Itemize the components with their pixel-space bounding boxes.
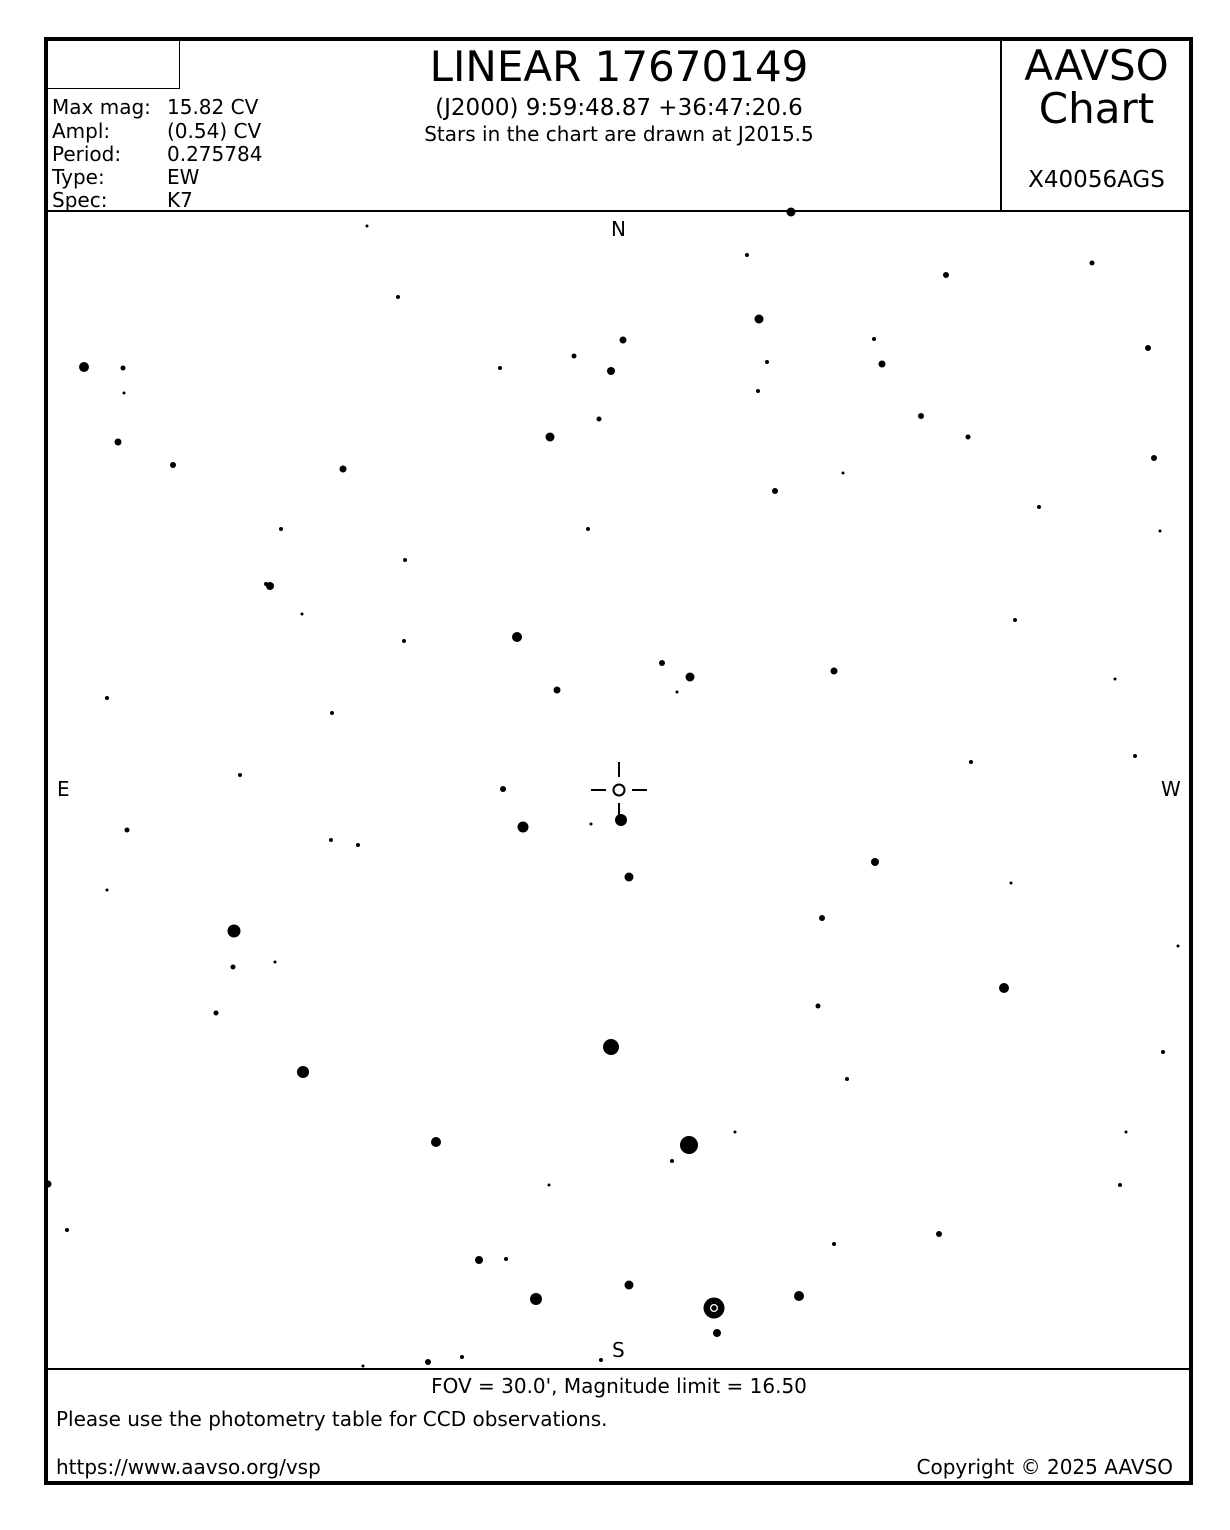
target-crosshair — [591, 762, 647, 818]
copyright: Copyright © 2025 AAVSO — [916, 1455, 1173, 1479]
star — [366, 225, 369, 228]
star — [554, 687, 561, 694]
star — [106, 889, 109, 892]
star — [936, 1231, 942, 1237]
star — [670, 1159, 674, 1163]
star — [115, 439, 122, 446]
star — [228, 925, 241, 938]
star — [475, 1256, 483, 1264]
brand-line-1: AAVSO — [1024, 41, 1169, 90]
star — [943, 272, 949, 278]
star — [403, 558, 407, 562]
star — [969, 760, 973, 764]
star — [755, 315, 764, 324]
info-value: (0.54) CV — [167, 119, 262, 143]
star — [704, 1298, 725, 1319]
chart-id: X40056AGS — [1028, 167, 1165, 193]
fov-magnitude-limit: FOV = 30.0', Magnitude limit = 16.50 — [431, 1374, 807, 1398]
star — [460, 1355, 464, 1359]
star — [1159, 530, 1162, 533]
star — [765, 360, 769, 364]
star — [548, 1184, 551, 1187]
star — [879, 361, 886, 368]
star — [402, 639, 406, 643]
star — [329, 838, 333, 842]
info-value: 15.82 CV — [167, 95, 259, 119]
star — [607, 367, 615, 375]
star — [500, 786, 506, 792]
star — [680, 1136, 698, 1154]
info-label: Period: — [52, 142, 122, 166]
ccd-note: Please use the photometry table for CCD observations. — [56, 1407, 608, 1431]
star — [676, 691, 679, 694]
star — [1151, 455, 1157, 461]
star — [1037, 505, 1041, 509]
direction-west: W — [1161, 777, 1181, 801]
star — [121, 366, 126, 371]
star — [65, 1228, 69, 1232]
star — [530, 1293, 542, 1305]
star — [231, 965, 236, 970]
star — [301, 613, 304, 616]
star — [819, 915, 825, 921]
star — [125, 828, 130, 833]
star — [659, 660, 665, 666]
star — [340, 466, 347, 473]
star — [214, 1011, 219, 1016]
vsp-url[interactable]: https://www.aavso.org/vsp — [56, 1455, 321, 1479]
star — [734, 1131, 737, 1134]
star — [1145, 345, 1151, 351]
info-label: Type: — [52, 165, 105, 189]
star — [615, 814, 627, 826]
star — [425, 1359, 431, 1365]
star — [297, 1066, 309, 1078]
star — [872, 337, 876, 341]
direction-east: E — [57, 777, 70, 801]
star — [597, 417, 602, 422]
info-label: Max mag: — [52, 95, 151, 119]
star — [512, 632, 522, 642]
star — [686, 673, 695, 682]
star — [842, 472, 845, 475]
star — [396, 295, 400, 299]
star — [1090, 261, 1095, 266]
star — [431, 1137, 441, 1147]
star — [1177, 945, 1180, 948]
info-value: EW — [167, 165, 200, 189]
star — [274, 961, 277, 964]
star — [620, 337, 627, 344]
info-label: Ampl: — [52, 119, 111, 143]
star — [1125, 1131, 1128, 1134]
chart-title: LINEAR 17670149 — [429, 42, 809, 91]
star — [1161, 1050, 1165, 1054]
star — [966, 435, 971, 440]
star — [918, 413, 924, 419]
star — [772, 488, 778, 494]
info-value: 0.275784 — [167, 142, 263, 166]
star — [831, 668, 838, 675]
star — [590, 823, 593, 826]
direction-south: S — [612, 1338, 625, 1362]
brand-line-2: Chart — [1038, 84, 1155, 133]
star — [170, 462, 176, 468]
target-coordinates: (J2000) 9:59:48.87 +36:47:20.6 — [435, 95, 803, 121]
star — [572, 354, 577, 359]
star — [123, 392, 126, 395]
star — [999, 983, 1009, 993]
star — [599, 1358, 603, 1362]
star — [356, 843, 360, 847]
star — [586, 527, 590, 531]
epoch-note: Stars in the chart are drawn at J2015.5 — [424, 122, 814, 146]
star — [279, 527, 283, 531]
star — [845, 1077, 849, 1081]
star — [238, 773, 242, 777]
star — [45, 1181, 52, 1188]
star — [756, 389, 760, 393]
star — [1010, 882, 1013, 885]
star — [713, 1329, 721, 1337]
star — [330, 711, 334, 715]
star — [79, 362, 89, 372]
star — [498, 366, 502, 370]
star — [625, 1281, 634, 1290]
star — [518, 822, 529, 833]
star — [832, 1242, 836, 1246]
star — [745, 253, 749, 257]
star — [794, 1291, 804, 1301]
star — [816, 1004, 821, 1009]
info-label: Spec: — [52, 188, 108, 212]
info-value: K7 — [167, 188, 193, 212]
star — [871, 858, 879, 866]
star — [504, 1257, 508, 1261]
star — [603, 1039, 619, 1055]
star — [1118, 1183, 1122, 1187]
star — [264, 582, 268, 586]
target-marker — [614, 785, 625, 796]
star — [787, 208, 796, 217]
star — [362, 1365, 365, 1368]
star — [1013, 618, 1017, 622]
star — [1114, 678, 1117, 681]
star — [105, 696, 109, 700]
star — [546, 433, 555, 442]
star — [625, 873, 634, 882]
star — [1133, 754, 1137, 758]
direction-north: N — [611, 217, 626, 241]
